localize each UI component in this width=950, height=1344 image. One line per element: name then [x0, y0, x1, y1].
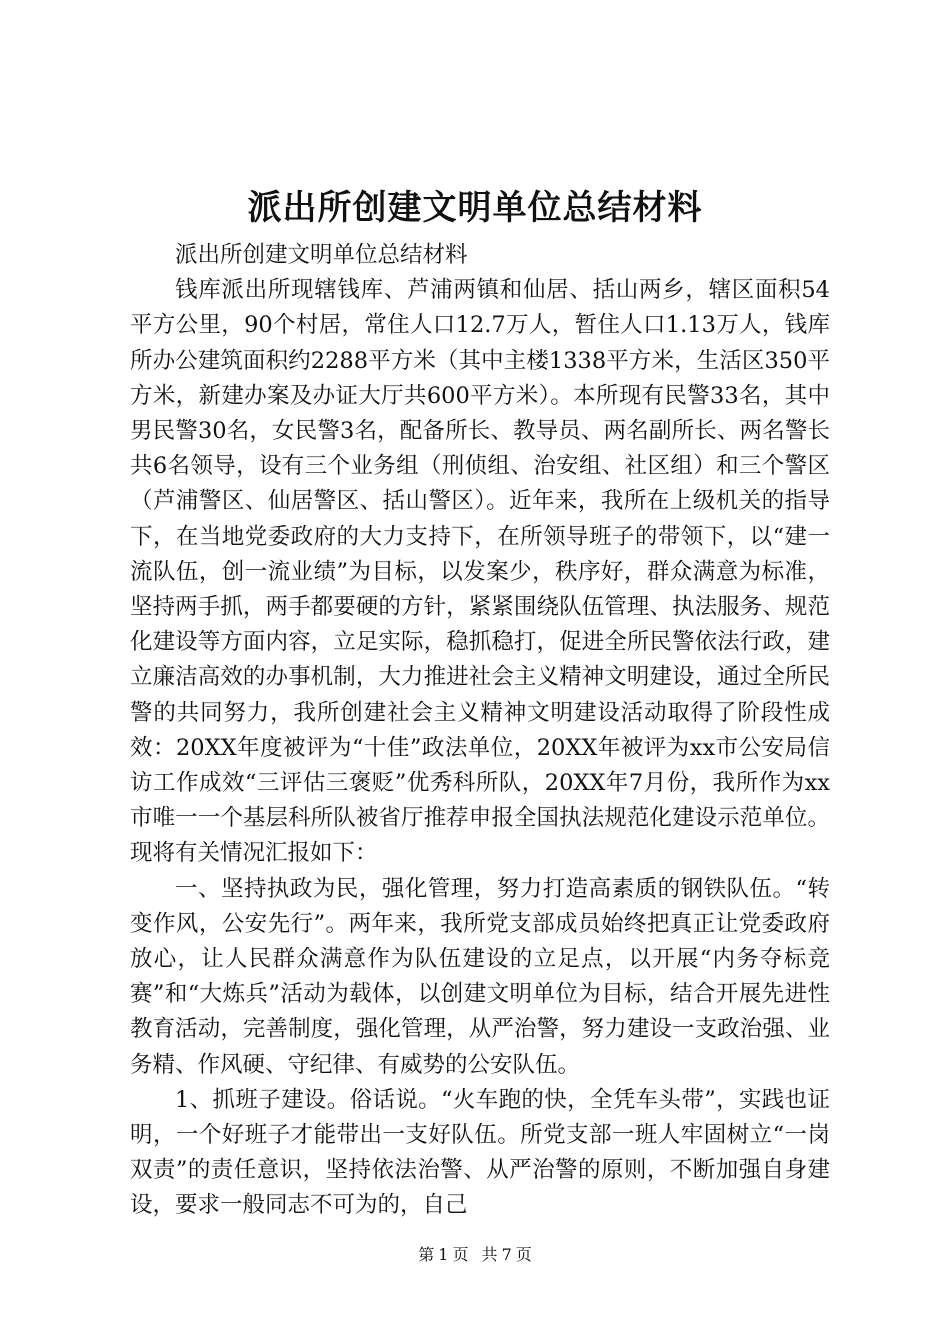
subtitle-paragraph: 派出所创建文明单位总结材料 — [175, 242, 468, 268]
intro-paragraph: 钱库派出所现辖钱库、芦浦两镇和仙居、括山两乡，辖区面积54平方公里，90个村居，常住人口12.7万人，暂住人口1.13万人，钱库所办公建筑面积约2288平方米（其中主楼1338平方米，生活区350平方米，新建办案及办证大厅共600平方米）。本所现有民警33名，其中男民警30名，女民警3名，配备所长、教导员、两名副所长、两名警长共6名领导，设有三个业务组（刑侦组、治安组、社区组）和三个警区（芦浦警区、仙居警区、括山警区）。近年来，我所在上级机关的指导下，在当地党委政府的大力支持下，在所领导班子的带领下，以“建一流队伍，创一流业绩”为目标，以发案少，秩序好，群众满意为标准，坚持两手抓，两手都要硬的方针，紧紧围绕队伍管理、执法服务、规范化建设等方面内容，立足实际，稳抓稳打，促进全所民警依法行政，建立廉洁高效的办事机制，大力推进社会主义精神文明建设，通过全所民警的共同努力，我所创建社会主义精神文明建设活动取得了阶段性成效：20XX年度被评为“十佳”政法单位，20XX年被评为xx市公安局信访工作成效“三评估三褒贬”优秀科所队，20XX年7月份，我所作为xx市唯一一个基层科所队被省厅推荐申报全国执法规范化建设示范单位。现将有关情况汇报如下： — [130, 277, 830, 867]
section-one-paragraph: 一、坚持执政为民，强化管理，努力打造高素质的钢铁队伍。“转变作风，公安先行”。两年来，我所党支部成员始终把真正让党委政府放心，让人民群众满意作为队伍建设的立足点，以开展“内务夺标竞赛”和“大炼兵”活动为载体，以创建文明单位为目标，结合开展先进性教育活动，完善制度，强化管理，从严治警，努力建设一支政治强、业务精、作风硬、守纪律、有威势的公安队伍。 — [130, 875, 830, 1078]
item-one-paragraph: 1、抓班子建设。俗话说。“火车跑的快，全凭车头带”，实践也证明，一个好班子才能带出一支好队伍。所党支部一班人牢固树立“一岗双责”的责任意识，坚持依法治警、从严治警的原则，不断加强自身建设，要求一般同志不可为的，自己 — [130, 1086, 830, 1219]
page-footer — [0, 1243, 950, 1267]
document-title: 派出所创建文明单位总结材料 — [247, 188, 703, 228]
page-total: 共 7 页 — [481, 1245, 532, 1264]
document-body — [130, 238, 830, 1224]
page-number: 第 1 页 — [418, 1245, 469, 1264]
